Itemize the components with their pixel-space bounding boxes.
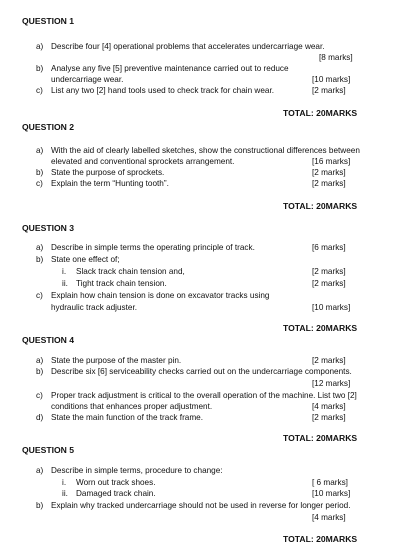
item-marks: [10 marks] [312, 303, 351, 312]
item-text: undercarriage wear. [51, 75, 124, 84]
item-label: c) [36, 291, 43, 300]
item-marks: [10 marks] [312, 489, 351, 498]
question-heading: QUESTION 3 [22, 223, 75, 233]
item-label: a) [36, 243, 44, 252]
item-label: a) [36, 466, 44, 475]
question-heading: QUESTION 1 [22, 16, 75, 26]
item-text: Describe in simple terms, procedure to change: [51, 466, 223, 475]
item-text: Analyse any five [5] preventive maintenance carried out to reduce [51, 64, 289, 73]
question-heading: QUESTION 2 [22, 122, 75, 132]
sub-item-label: ii. [62, 489, 68, 498]
item-text: Explain the term “Hunting tooth”. [51, 179, 169, 188]
item-marks: [2 marks] [312, 168, 346, 177]
item-marks: [10 marks] [312, 75, 351, 84]
question-heading: QUESTION 5 [22, 445, 75, 455]
total-marks: TOTAL: 20MARKS [283, 534, 358, 544]
item-label: a) [36, 42, 44, 51]
item-text: State the purpose of sprockets. [51, 168, 165, 177]
item-label: c) [36, 179, 43, 188]
sub-item-text: Tight track chain tension. [76, 279, 167, 288]
item-marks: [ 6 marks] [312, 478, 348, 487]
sub-item-label: ii. [62, 279, 68, 288]
item-label: b) [36, 255, 44, 264]
total-marks: TOTAL: 20MARKS [283, 108, 358, 118]
item-marks: [2 marks] [312, 356, 346, 365]
item-label: a) [36, 356, 44, 365]
item-marks: [2 marks] [312, 179, 346, 188]
item-text: Explain why tracked undercarriage should not be used in reverse for longer period. [51, 501, 351, 510]
item-marks: [16 marks] [312, 157, 351, 166]
total-marks: TOTAL: 20MARKS [283, 323, 358, 333]
item-marks: [2 marks] [312, 86, 346, 95]
item-marks: [12 marks] [312, 379, 351, 388]
total-marks: TOTAL: 20MARKS [283, 201, 358, 211]
item-marks: [2 marks] [312, 413, 346, 422]
item-text: hydraulic track adjuster. [51, 303, 138, 312]
item-text: Describe in simple terms the operating principle of track. [51, 243, 255, 252]
item-label: d) [36, 413, 44, 422]
item-text: State one effect of; [51, 255, 120, 264]
sub-item-text: Worn out track shoes. [76, 478, 156, 487]
item-marks: [6 marks] [312, 243, 346, 252]
item-text: elevated and conventional sprockets arrangement. [51, 157, 235, 166]
item-text: List any two [2] hand tools used to check track for chain wear. [51, 86, 275, 95]
item-label: b) [36, 64, 44, 73]
sub-item-text: Slack track chain tension and, [76, 267, 185, 276]
item-text: With the aid of clearly labelled sketches, show the constructional differences between [51, 146, 360, 155]
sub-item-label: i. [62, 267, 67, 276]
item-marks: [2 marks] [312, 279, 346, 288]
item-label: b) [36, 501, 44, 510]
item-marks: [4 marks] [312, 402, 346, 411]
item-marks: [8 marks] [319, 53, 353, 62]
item-text: Describe four [4] operational problems that accelerates undercarriage wear. [51, 42, 325, 51]
item-label: a) [36, 146, 44, 155]
item-text: Explain how chain tension is done on excavator tracks using [51, 291, 270, 300]
sub-item-text: Damaged track chain. [76, 489, 156, 498]
item-label: c) [36, 86, 43, 95]
item-label: b) [36, 367, 44, 376]
item-text: State the purpose of the master pin. [51, 356, 182, 365]
item-label: b) [36, 168, 44, 177]
item-text: conditions that enhances proper adjustment. [51, 402, 213, 411]
total-marks: TOTAL: 20MARKS [283, 433, 358, 443]
sub-item-label: i. [62, 478, 67, 487]
item-label: c) [36, 391, 43, 400]
question-heading: QUESTION 4 [22, 335, 75, 345]
item-text: State the main function of the track frame. [51, 413, 204, 422]
item-marks: [4 marks] [312, 513, 346, 522]
item-text: Proper track adjustment is critical to the overall operation of the machine. List two [2] [51, 391, 357, 400]
item-text: Describe six [6] serviceability checks carried out on the undercarriage components. [51, 367, 352, 376]
item-marks: [2 marks] [312, 267, 346, 276]
